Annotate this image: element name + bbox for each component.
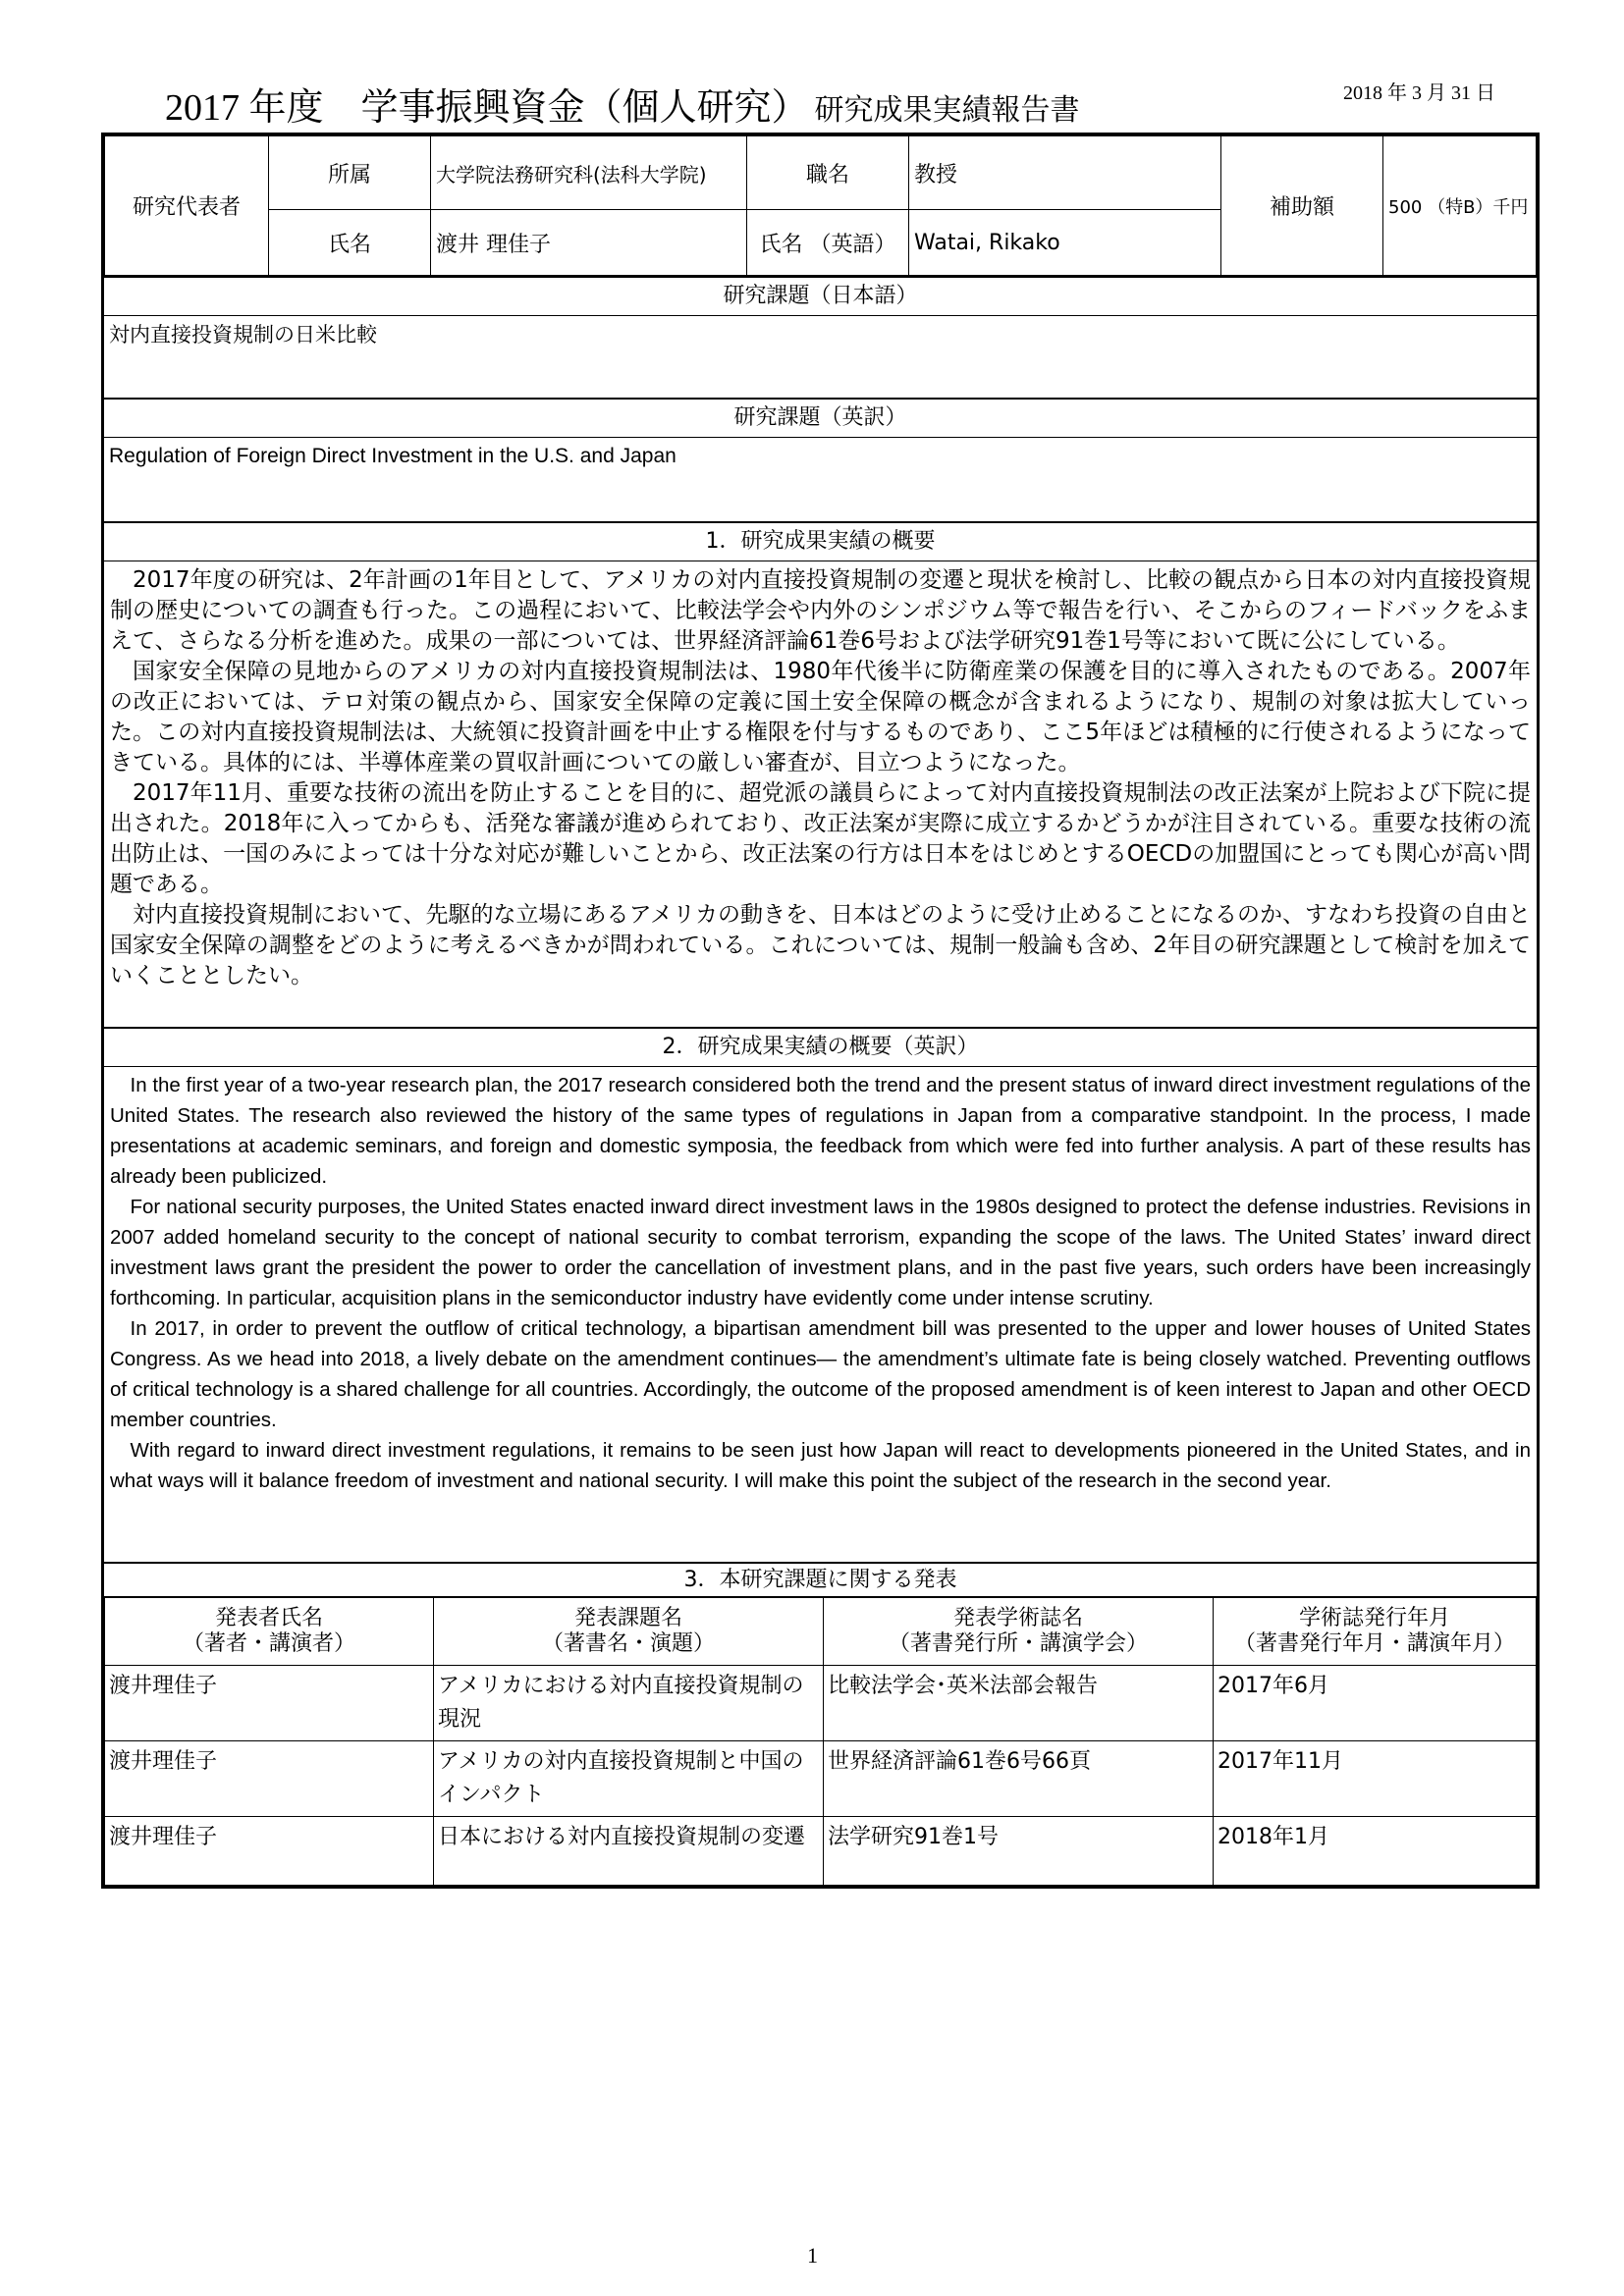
venue-cell: 比較法学会･英米法部会報告 bbox=[824, 1666, 1214, 1741]
topic-en-heading: 研究課題（英訳） bbox=[104, 398, 1537, 438]
position-label: 職名 bbox=[747, 136, 909, 210]
column-title: 発表者氏名 bbox=[214, 1606, 323, 1630]
affiliation-value: 大学院法務研究科(法科大学院) bbox=[431, 136, 747, 210]
date-cell: 2017年6月 bbox=[1214, 1666, 1537, 1741]
report-form bbox=[101, 133, 1540, 1889]
name-en-value: Watai, Rikako bbox=[909, 210, 1221, 276]
page-number: 1 bbox=[807, 2243, 818, 2268]
table-row bbox=[105, 1666, 1537, 1741]
summary-jp-paragraph: 対内直接投資規制において、先駆的な立場にあるアメリカの動きを、日本はどのように受け止めることになるのか、すなわち投資の自由と国家安全保障の調整をどのように考えるべきかが問われている。これについては、規制一般論も含め、2年目の研究課題として検討を加えていくこととしたい。 bbox=[110, 902, 1531, 988]
column-title: 発表学術誌名 bbox=[952, 1606, 1083, 1630]
summary-jp-paragraph: 国家安全保障の見地からのアメリカの対内直接投資規制法は、1980年代後半に防衛産業の保護を目的に導入されたものである。2007年の改正においては、テロ対策の観点から、国家安全保障の定義に国土安全保障の概念が含まれるようになり、規制の対象は拡大していった。この対内直接投資規制法は、大統領に投資計画を中止する権限を付与するものであり、ここ5年ほどは積極的に行使されるようになってきている。具体的には、半導体産業の買収計画についての厳しい審査が、目立つようになった。 bbox=[110, 659, 1531, 775]
table-row bbox=[105, 1817, 1537, 1886]
summary-en-paragraph: In 2017, in order to prevent the outflow of critical technology, a bipartisan amendment bill was presented to the upper and lower houses of United States Congress. As we head into 2018, a lively debate on the amendment continues— the amendment’s ultimate fate is being closely watched. Preventing outflows of critical technology is a shared challenge for all countries. Accordingly, the outcome of the proposed amendment is of keen interest to Japan and other OECD member countries. bbox=[110, 1317, 1531, 1431]
summary-en-paragraph: With regard to inward direct investment regulations, it remains to be seen just how Japan will react to developments pioneered in the United States, and in what ways will it balance freedom of investment and national security. I will make this point the subject of the research in the second year. bbox=[110, 1439, 1531, 1492]
summary-jp-paragraph: 2017年11月、重要な技術の流出を防止することを目的に、超党派の議員らによって対内直接投資規制法の改正法案が上院および下院に提出された。2018年に入ってからも、活発な審議が進められており、改正法案が実際に成立するかどうかが注目されている。重要な技術の流出防止は、一国のみによっては十分な対応が難しいことから、改正法案の行方は日本をはじめとするOECDの加盟国にとっても関心が高い問題である。 bbox=[110, 780, 1531, 897]
column-title: 発表課題名 bbox=[573, 1606, 682, 1630]
topic-jp-text: 対内直接投資規制の日米比較 bbox=[109, 323, 377, 347]
column-header bbox=[434, 1598, 824, 1666]
summary-en-heading: 2．研究成果実績の概要（英訳） bbox=[104, 1027, 1537, 1067]
venue-cell: 法学研究91巻1号 bbox=[824, 1817, 1214, 1886]
table-row bbox=[105, 1741, 1537, 1817]
column-header bbox=[1214, 1598, 1537, 1666]
publications-heading: 3．本研究課題に関する発表 bbox=[104, 1562, 1537, 1597]
publications-table bbox=[104, 1597, 1537, 1886]
venue-cell: 世界経済評論61巻6号66頁 bbox=[824, 1741, 1214, 1817]
summary-en-paragraph: In the first year of a two-year research plan, the 2017 research considered both the trend and the present status of inward direct investment regulations of the United States. The research also reviewed the history of the same types of regulations in Japan from a comparative standpoint. In the process, I made presentations at academic seminars, and foreign and domestic symposia, the feedback from which were fed into further analysis. A part of these results has already been publicized. bbox=[110, 1074, 1531, 1188]
name-en-label: 氏名 （英語） bbox=[747, 210, 909, 276]
publications-header-row bbox=[105, 1598, 1537, 1666]
affiliation-label: 所属 bbox=[269, 136, 431, 210]
column-subtitle: （著者・講演者） bbox=[182, 1631, 355, 1656]
title-sub: 研究成果実績報告書 bbox=[814, 94, 1080, 127]
presenter-cell: 渡井理佳子 bbox=[105, 1741, 434, 1817]
summary-en-body bbox=[104, 1067, 1537, 1562]
representative-label: 研究代表者 bbox=[105, 136, 269, 276]
column-subtitle: （著書名・演題） bbox=[541, 1631, 715, 1656]
name-label: 氏名 bbox=[269, 210, 431, 276]
title-cell: アメリカにおける対内直接投資規制の現況 bbox=[434, 1666, 824, 1741]
title-main: 2017 年度 学事振興資金（個人研究） bbox=[165, 87, 809, 129]
column-header bbox=[105, 1598, 434, 1666]
title-cell: 日本における対内直接投資規制の変遷 bbox=[434, 1817, 824, 1886]
name-value: 渡井 理佳子 bbox=[431, 210, 747, 276]
topic-en-text: Regulation of Foreign Direct Investment in the U.S. and Japan bbox=[109, 445, 677, 467]
title-cell: アメリカの対内直接投資規制と中国のインパクト bbox=[434, 1741, 824, 1817]
report-date: 2018 年 3 月 31 日 bbox=[1343, 82, 1495, 104]
document-title bbox=[165, 77, 1080, 131]
grant-label: 補助額 bbox=[1221, 136, 1383, 276]
grant-value: 500 （特B）千円 bbox=[1383, 136, 1537, 276]
date-cell: 2017年11月 bbox=[1214, 1741, 1537, 1817]
topic-jp-heading: 研究課題（日本語） bbox=[104, 276, 1537, 316]
column-subtitle: （著書発行年月・講演年月） bbox=[1233, 1631, 1515, 1656]
summary-jp-body bbox=[104, 561, 1537, 1027]
position-value: 教授 bbox=[909, 136, 1221, 210]
info-table bbox=[104, 135, 1537, 276]
date-cell: 2018年1月 bbox=[1214, 1817, 1537, 1886]
summary-jp-paragraph: 2017年度の研究は、2年計画の1年目として、アメリカの対内直接投資規制の変遷と現状を検討し、比較の観点から日本の対内直接投資規制の歴史についての調査も行った。この過程において、比較法学会や内外のシンポジウム等で報告を行い、そこからのフィードバックをふまえて、さらなる分析を進めた。成果の一部については、世界経済評論61巻6号および法学研究91巻1号等において既に公にしている。 bbox=[110, 567, 1531, 654]
column-title: 学術誌発行年月 bbox=[1298, 1606, 1450, 1630]
summary-jp-heading: 1．研究成果実績の概要 bbox=[104, 521, 1537, 561]
summary-en-paragraph: For national security purposes, the United States enacted inward direct investment laws in the 1980s designed to protect the defense industries. Revisions in 2007 added homeland security to the concept of national security to combat terrorism, expanding the scope of the laws. The United States’ inward direct investment laws grant the president the power to order the cancellation of investment plans, and in the past five years, such orders have been increasingly forthcoming. In particular, acquisition plans in the semiconductor industry have evidently come under intense scrutiny. bbox=[110, 1196, 1531, 1309]
column-subtitle: （著書発行所・講演学会） bbox=[888, 1631, 1148, 1656]
column-header bbox=[824, 1598, 1214, 1666]
presenter-cell: 渡井理佳子 bbox=[105, 1817, 434, 1886]
presenter-cell: 渡井理佳子 bbox=[105, 1666, 434, 1741]
